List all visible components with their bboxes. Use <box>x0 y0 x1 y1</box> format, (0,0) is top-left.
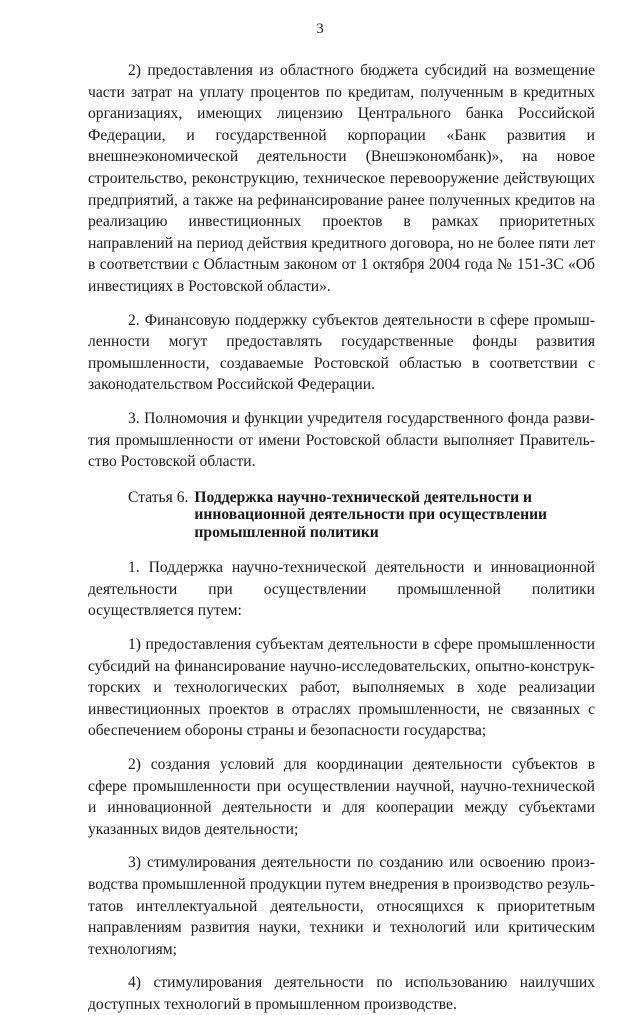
list-item-4: 4) стимулирования деятельности по использованию наилучших доступных технологий в промышленном производстве. <box>88 974 595 1013</box>
paragraph-founder-powers: 3. Полномочия и функции учредителя государственного фонда развития промышленности от имени Ростовской области выполняет Правительство Ростовской области. <box>88 409 595 471</box>
list-item-3: 3) стимулирования деятельности по созданию или освоению производства промышленной продукции путем внедрения в производство результатов интеллектуальной деятельности, относящихся к приоритетным направлениям развития науки, техники и технологий или критическим технологиям; <box>88 854 595 958</box>
list-item-2: 2) создания условий для координации деятельности субъектов в сфере промышленности при осуществлении научной, научно-технической и инновационной деятельности и для кооперации между субъектами указанных видов деятельности; <box>88 755 595 838</box>
document-body <box>88 60 595 1015</box>
paragraph-support-intro: 1. Поддержка научно-технической деятельности и инновационной деятельности при осуществлении промышленной политики осуществляется путем: <box>88 559 595 620</box>
list-item-1: 1) предоставления субъектам деятельности в сфере промышленности субсидий на финансирование научно-исследовательских, опытно-конструкторских и технологических работ, выполняемых в ходе реализации инвестиционных проектов в отраслях промышленности, не связанных с обеспечением обороны страны и безопасности государства; <box>88 635 595 740</box>
article-title: Поддержка научно-технической деятельности и инновационной деятельности при осуществлении промышленной политики <box>194 488 548 541</box>
page-number: 3 <box>316 21 324 37</box>
article-number: Статья 6. <box>128 488 189 506</box>
article-heading <box>128 489 595 542</box>
paragraph-development-funds: 2. Финансовую поддержку субъектов деятельности в сфере промышленности могут предоставлять государственные фонды развития промышленности, создаваемые Ростовской областью в соответствии с законодательством Российской Федерации. <box>88 311 595 394</box>
paragraph-subsidy-interest: 2) предоставления из областного бюджета субсидий на возмещение части затрат на уплату процентов по кредитам, полученным в кредитных организациях, имеющих лицензию Центрального банка Российской Федерации, и государственной корпорации «Банк развития и внешнеэкономической деятельности (Внешэкономбанк)», на новое строительство, реконструкцию, техническое перевооружение действующих предприятий, а также на рефинансирование ранее полученных кредитов на реализацию инвестиционных проектов в рамках приоритетных направлений на период действия кредитного договора, но не более пяти лет в соответствии с Областным законом от 1 октября 2004 года № 151-ЗС «Об инвестициях в Ростовской области». <box>88 62 595 295</box>
